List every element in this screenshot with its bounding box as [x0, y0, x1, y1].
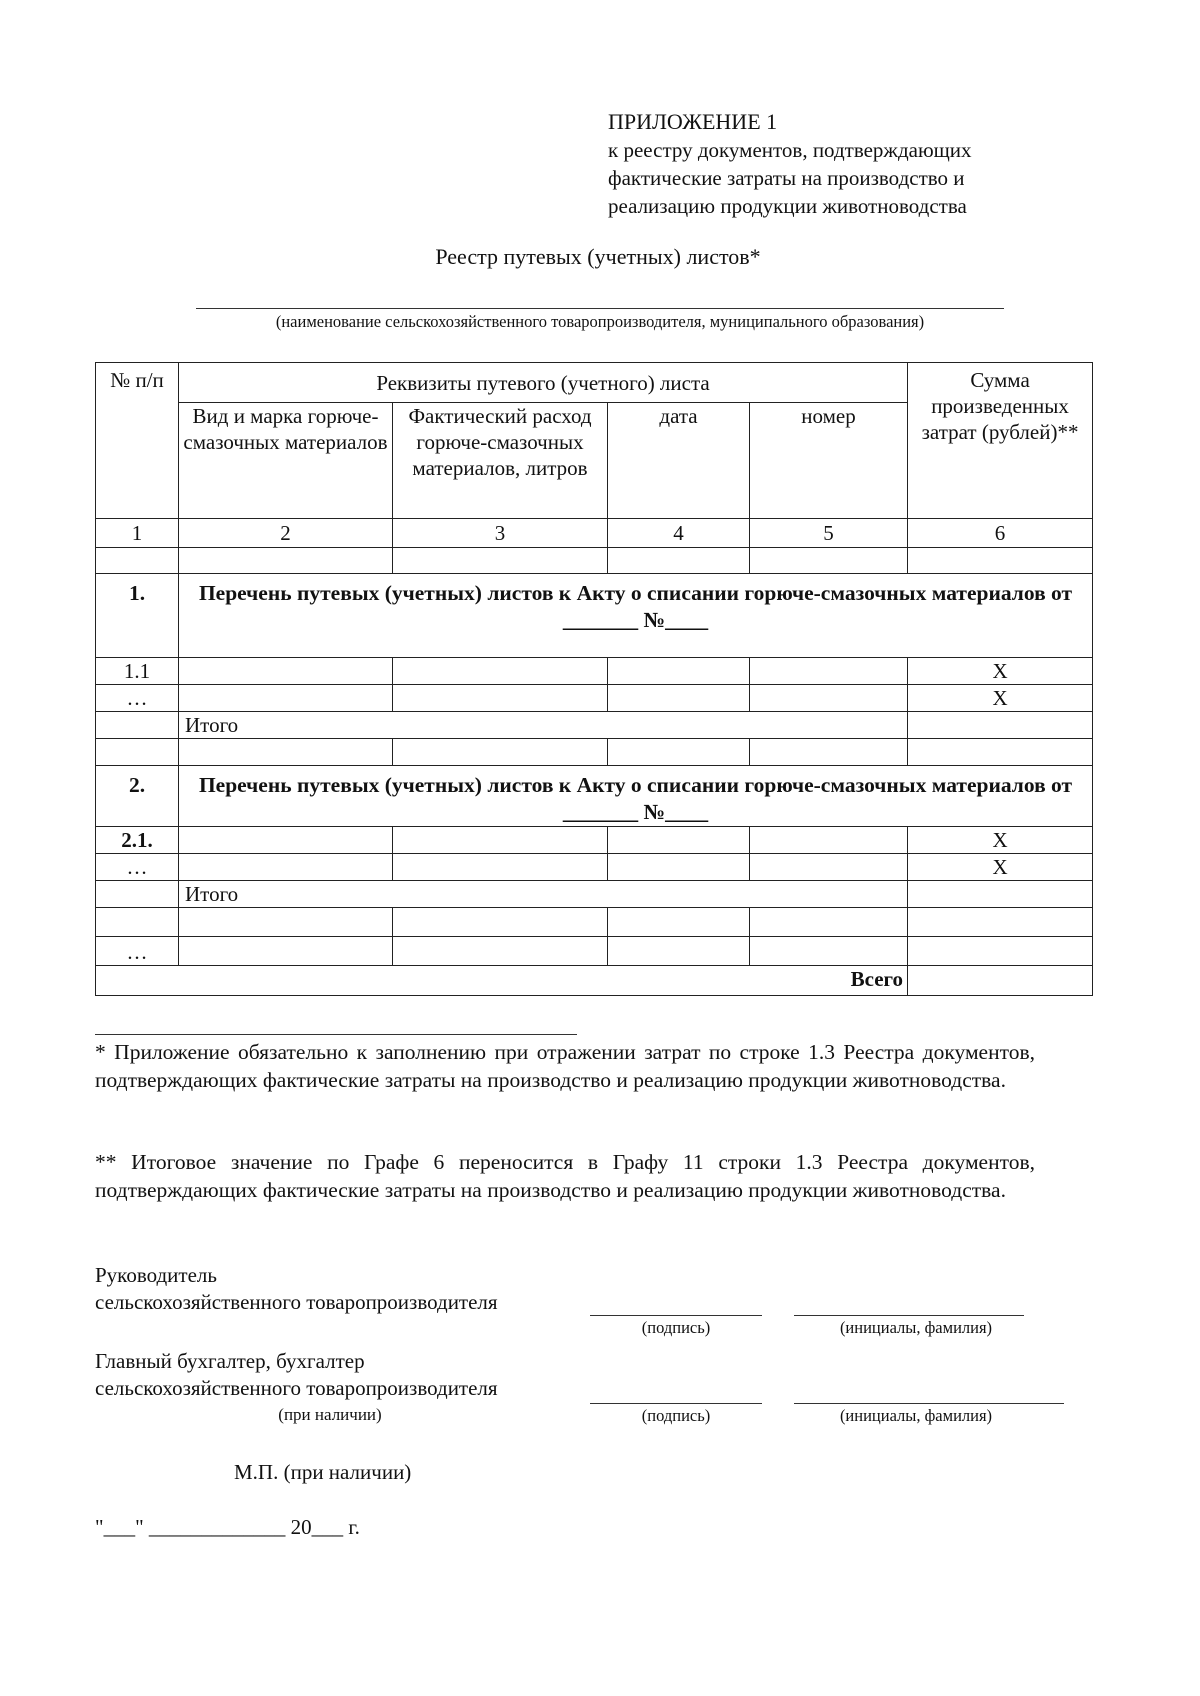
table-row [96, 685, 1093, 712]
grand-total-row [96, 966, 1093, 996]
table-row [96, 548, 1093, 574]
registry-title [0, 244, 1200, 270]
date-line: "___" _____________ 20___ г. [95, 1515, 360, 1539]
name-caption: (инициалы, фамилия) [839, 1318, 993, 1337]
col-number-cell: 4 [608, 519, 750, 548]
appendix-title: ПРИЛОЖЕНИЕ 1 [608, 109, 778, 134]
header-fuel-type: Вид и марка горюче-смазочных материалов [179, 403, 393, 519]
name-line [794, 1315, 1024, 1316]
total-label: Итого [179, 881, 908, 908]
appendix-line: фактические затраты на производство и [608, 166, 965, 190]
stamp-label: М.П. (при наличии) [234, 1460, 412, 1484]
row-number: … [96, 937, 179, 966]
appendix-line: реализацию продукции животноводства [608, 194, 967, 218]
accountant-label-line2: сельскохозяйственного товаропроизводителя [95, 1376, 498, 1400]
row-number: … [96, 685, 179, 712]
header-sum: Сумма произведенных затрат (рублей)** [908, 363, 1093, 519]
total-row [96, 881, 1093, 908]
appendix-header [608, 108, 972, 220]
col-number-cell: 3 [393, 519, 608, 548]
section-number: 2. [96, 766, 179, 827]
section-number: 1. [96, 574, 179, 658]
x-mark: X [908, 827, 1093, 854]
signature-caption: (подпись) [641, 1406, 711, 1425]
footnote-1: * Приложение обязательно к заполнению при отражении затрат по строке 1.3 Реестра документов, подтверждающих фактические затраты на производство и реализацию продукции животноводства. [95, 1040, 1035, 1092]
x-mark: X [908, 658, 1093, 685]
table-row [96, 739, 1093, 766]
head-label-line2: сельскохозяйственного товаропроизводителя [95, 1290, 498, 1314]
head-label-line1: Руководитель [95, 1263, 217, 1287]
row-number: 2.1. [96, 827, 179, 854]
name-caption: (инициалы, фамилия) [839, 1406, 993, 1425]
col-number-cell: 5 [750, 519, 908, 548]
col-number-cell: 1 [96, 519, 179, 548]
total-label: Итого [179, 712, 908, 739]
section-title: Перечень путевых (учетных) листов к Акту о списании горюче-смазочных материалов от _______ №____ [179, 766, 1093, 827]
org-name-line [196, 308, 1004, 309]
table-row [96, 937, 1093, 966]
registry-title-text: Реестр путевых (учетных) листов* [435, 244, 761, 269]
section-row [96, 766, 1093, 827]
total-row [96, 712, 1093, 739]
name-line [794, 1403, 1064, 1404]
col-number-cell: 2 [179, 519, 393, 548]
signature-line [590, 1403, 762, 1404]
section-row [96, 574, 1093, 658]
registry-table [95, 362, 1093, 996]
x-mark: X [908, 854, 1093, 881]
accountant-label-line1: Главный бухгалтер, бухгалтер [95, 1349, 365, 1373]
header-num: № п/п [96, 363, 179, 519]
col-number-cell: 6 [908, 519, 1093, 548]
table-row [96, 658, 1093, 685]
x-mark: X [908, 685, 1093, 712]
appendix-line: к реестру документов, подтверждающих [608, 138, 972, 162]
header-number: номер [750, 403, 908, 519]
header-date: дата [608, 403, 750, 519]
table-row [96, 854, 1093, 881]
table-row [96, 827, 1093, 854]
signature-line [590, 1315, 762, 1316]
table-row [96, 908, 1093, 937]
header-fuel-usage: Фактический расход горюче-смазочных материалов, литров [393, 403, 608, 519]
section-title: Перечень путевых (учетных) листов к Акту о списании горюче-смазочных материалов от _______ №____ [179, 574, 1093, 658]
footnote-divider [95, 1034, 577, 1035]
header-group: Реквизиты путевого (учетного) листа [179, 363, 908, 403]
row-number: 1.1 [96, 658, 179, 685]
signature-caption: (подпись) [641, 1318, 711, 1337]
accountant-note: (при наличии) [278, 1405, 382, 1424]
row-number: … [96, 854, 179, 881]
grand-total-label: Всего [96, 966, 908, 996]
footnote-2: ** Итоговое значение по Графе 6 переносится в Графу 11 строки 1.3 Реестра документов, подтверждающих фактические затраты на производство и реализацию продукции животноводства. [95, 1150, 1035, 1202]
org-name-caption: (наименование сельскохозяйственного товаропроизводителя, муниципального образования) [275, 312, 925, 331]
